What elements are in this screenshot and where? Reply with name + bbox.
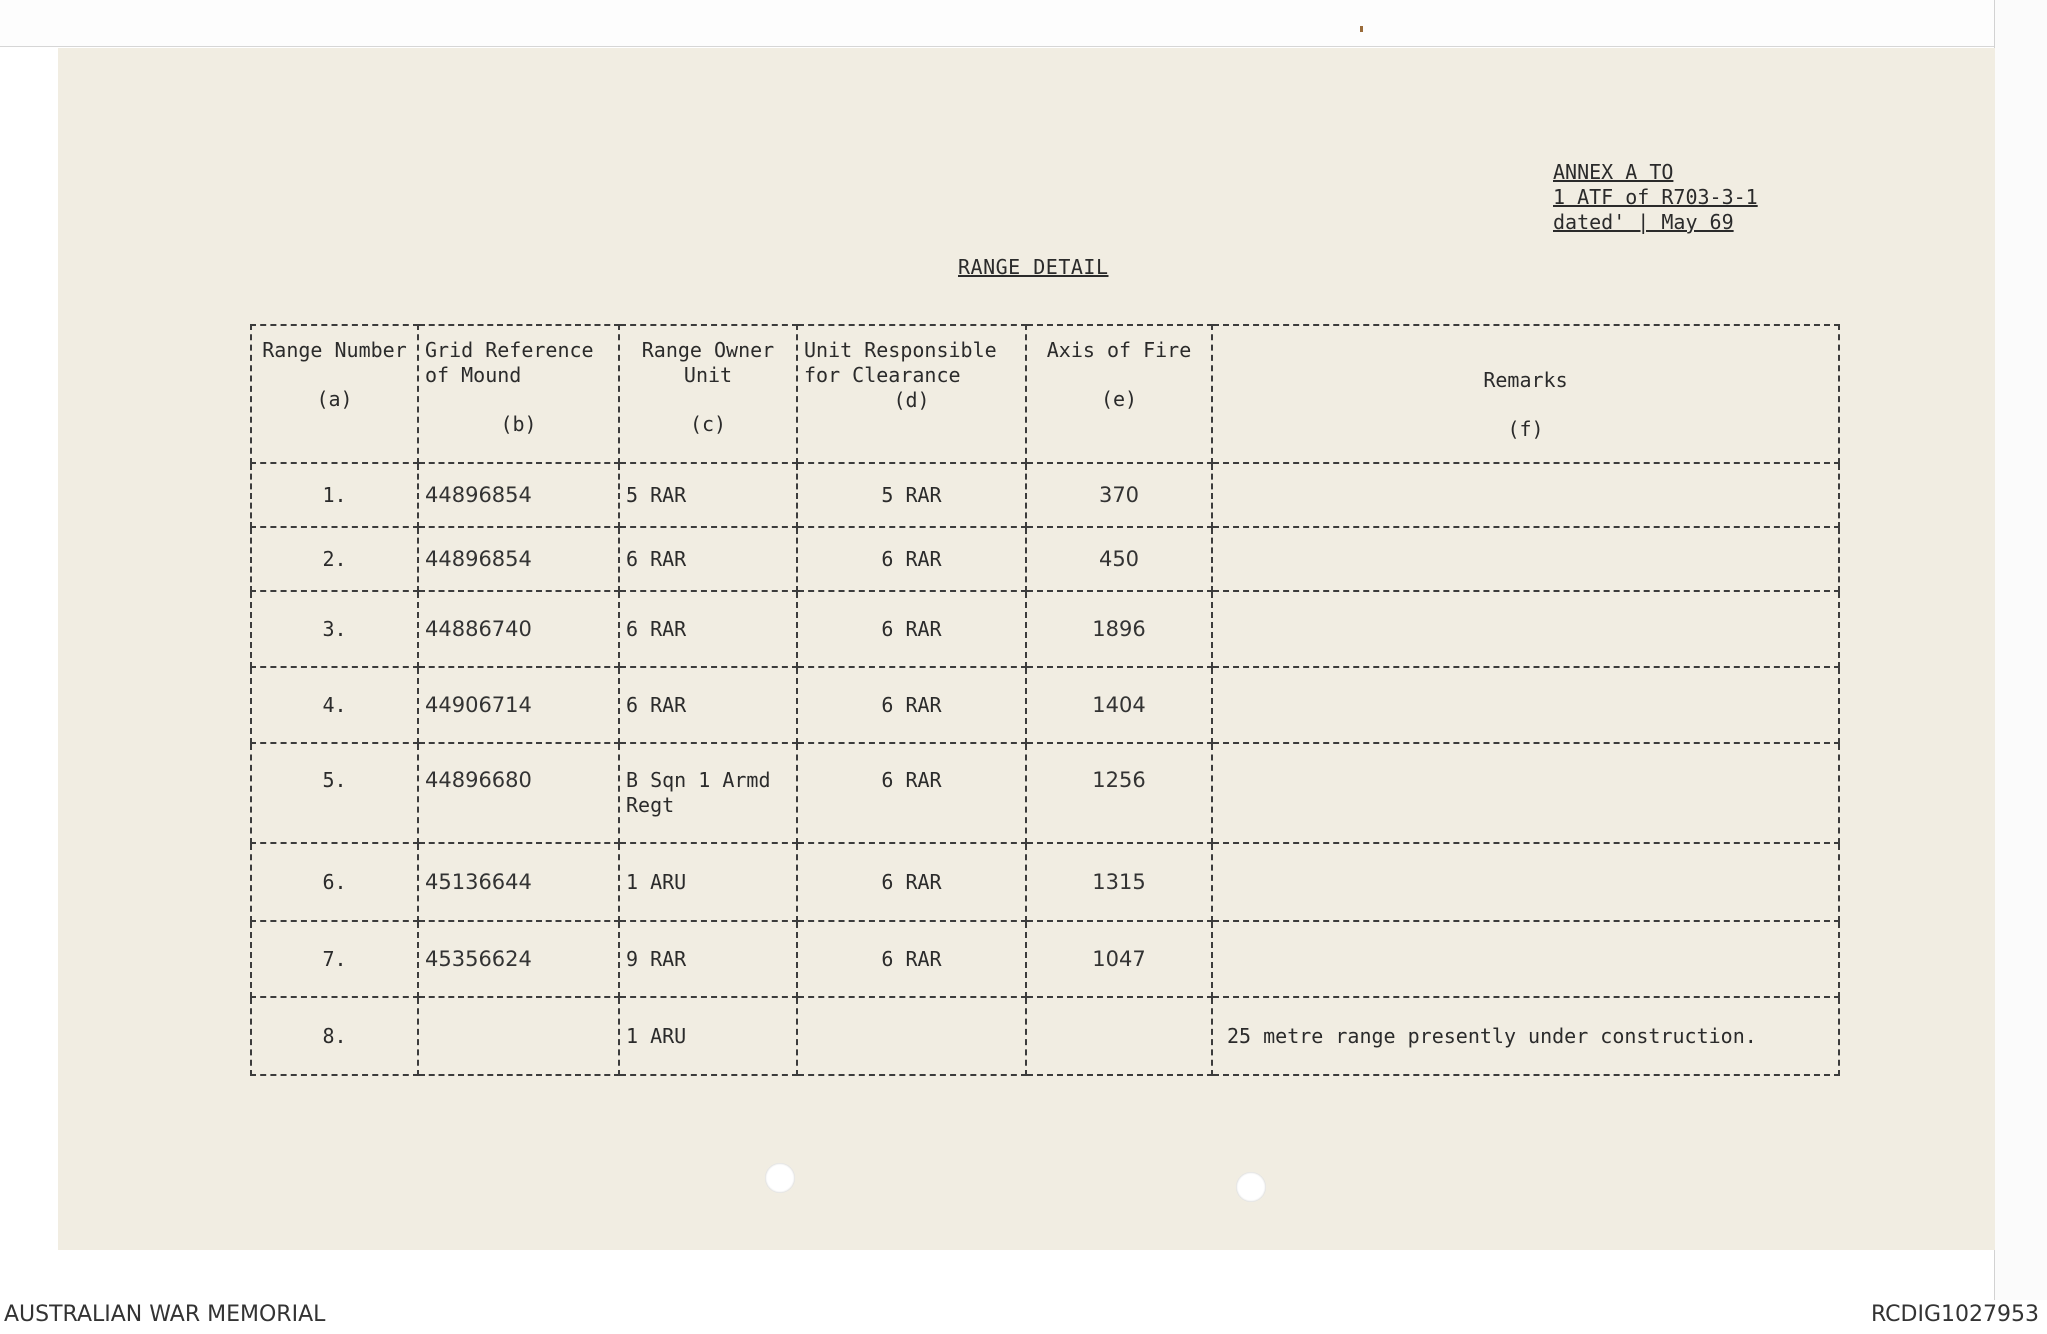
cell-range: 2. bbox=[251, 527, 418, 591]
header-range-owner bbox=[619, 325, 797, 463]
cell-axis: 1896 bbox=[1026, 591, 1212, 667]
cell-remarks bbox=[1212, 463, 1839, 527]
cell-remarks bbox=[1212, 843, 1839, 921]
cell-clearance: 6 RAR bbox=[797, 843, 1026, 921]
cell-remarks bbox=[1212, 667, 1839, 743]
table-row bbox=[251, 591, 1839, 667]
cell-owner: 6 RAR bbox=[619, 591, 797, 667]
table-row bbox=[251, 463, 1839, 527]
header-label: Grid Reference of Mound bbox=[425, 338, 594, 387]
cell-clearance: 6 RAR bbox=[797, 743, 1026, 843]
cell-owner: 5 RAR bbox=[619, 463, 797, 527]
cell-axis: 1315 bbox=[1026, 843, 1212, 921]
footer-catalog-id: RCDIG1027953 bbox=[1870, 1302, 2039, 1327]
punch-hole bbox=[1236, 1172, 1266, 1202]
table-row bbox=[251, 527, 1839, 591]
cell-clearance: 5 RAR bbox=[797, 463, 1026, 527]
cell-clearance: 6 RAR bbox=[797, 591, 1026, 667]
cell-range: 8. bbox=[251, 997, 418, 1075]
cell-owner: B Sqn 1 Armd Regt bbox=[619, 743, 797, 843]
annex-line-1: ANNEX A TO bbox=[1553, 160, 1674, 184]
cell-axis: 1256 bbox=[1026, 743, 1212, 843]
cell-range: 1. bbox=[251, 463, 418, 527]
table-row bbox=[251, 921, 1839, 997]
header-letter: (d) bbox=[893, 388, 930, 412]
cell-clearance bbox=[797, 997, 1026, 1075]
table-row bbox=[251, 743, 1839, 843]
header-axis-of-fire bbox=[1026, 325, 1212, 463]
footer-source: AUSTRALIAN WAR MEMORIAL bbox=[4, 1302, 326, 1327]
scan-right-edge bbox=[1994, 0, 2047, 1300]
ink-mark bbox=[1360, 26, 1363, 32]
cell-remarks: 25 metre range presently under construction. bbox=[1212, 997, 1839, 1075]
cell-owner: 9 RAR bbox=[619, 921, 797, 997]
cell-range: 6. bbox=[251, 843, 418, 921]
cell-owner: 6 RAR bbox=[619, 667, 797, 743]
header-letter: (c) bbox=[689, 412, 727, 436]
table-header-row bbox=[251, 325, 1839, 463]
cell-axis: 1047 bbox=[1026, 921, 1212, 997]
header-unit-clearance bbox=[797, 325, 1026, 463]
header-label: Unit Responsible for Clearance bbox=[804, 338, 997, 387]
punch-hole bbox=[765, 1163, 795, 1193]
header-letter: (f) bbox=[1507, 417, 1544, 441]
annex-reference bbox=[1553, 160, 1758, 235]
cell-remarks bbox=[1212, 527, 1839, 591]
document-title: RANGE DETAIL bbox=[958, 255, 1109, 279]
table-row bbox=[251, 667, 1839, 743]
header-range-number bbox=[251, 325, 418, 463]
header-grid-reference bbox=[418, 325, 619, 463]
annex-line-3: dated' | May 69 bbox=[1553, 210, 1734, 234]
table-row bbox=[251, 843, 1839, 921]
cell-range: 4. bbox=[251, 667, 418, 743]
range-detail-table bbox=[250, 324, 1840, 1076]
cell-owner: 6 RAR bbox=[619, 527, 797, 591]
header-letter: (e) bbox=[1100, 387, 1138, 411]
cell-grid: 44896854 bbox=[418, 527, 619, 591]
cell-range: 5. bbox=[251, 743, 418, 843]
cell-grid: 44896680 bbox=[418, 743, 619, 843]
cell-grid: 45356624 bbox=[418, 921, 619, 997]
cell-grid: 44906714 bbox=[418, 667, 619, 743]
cell-axis: 450 bbox=[1026, 527, 1212, 591]
cell-remarks bbox=[1212, 591, 1839, 667]
cell-range: 3. bbox=[251, 591, 418, 667]
cell-owner: 1 ARU bbox=[619, 843, 797, 921]
header-remarks bbox=[1212, 325, 1839, 463]
cell-grid: 45136644 bbox=[418, 843, 619, 921]
cell-range: 7. bbox=[251, 921, 418, 997]
header-label: Range Owner Unit bbox=[641, 338, 775, 387]
cell-remarks bbox=[1212, 743, 1839, 843]
header-label: Range Number bbox=[262, 338, 407, 362]
cell-clearance: 6 RAR bbox=[797, 527, 1026, 591]
cell-grid bbox=[418, 997, 619, 1075]
cell-grid: 44896854 bbox=[418, 463, 619, 527]
cell-axis: 370 bbox=[1026, 463, 1212, 527]
cell-axis: 1404 bbox=[1026, 667, 1212, 743]
cell-axis bbox=[1026, 997, 1212, 1075]
cell-grid: 44886740 bbox=[418, 591, 619, 667]
cell-remarks bbox=[1212, 921, 1839, 997]
cell-clearance: 6 RAR bbox=[797, 667, 1026, 743]
header-label: Axis of Fire bbox=[1046, 338, 1192, 362]
header-letter: (a) bbox=[316, 387, 353, 411]
table-row bbox=[251, 997, 1839, 1075]
header-letter: (b) bbox=[500, 412, 537, 436]
header-label: Remarks bbox=[1483, 368, 1568, 392]
scan-top-edge bbox=[0, 0, 1998, 47]
cell-clearance: 6 RAR bbox=[797, 921, 1026, 997]
annex-line-2: 1 ATF of R703-3-1 bbox=[1553, 185, 1758, 209]
cell-owner: 1 ARU bbox=[619, 997, 797, 1075]
